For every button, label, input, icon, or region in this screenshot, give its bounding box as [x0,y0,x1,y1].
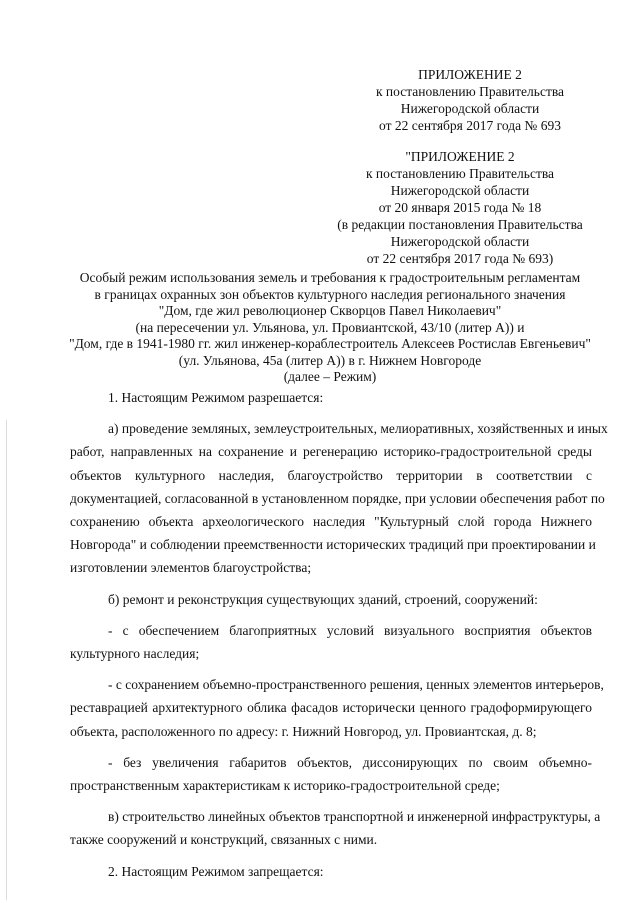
title-line: (далее – Режим) [283,369,377,384]
paragraph-b [70,588,592,611]
text-line: работ, направленных на сохранение и регенерацию историко-градостроительной среды [70,444,592,460]
document-title [60,270,600,386]
title-line: "Дом, где в 1941-1980 гг. жил инженер-кораблестроитель Алексеев Ростислав Евгеньевич" [69,336,591,351]
text-line: документацией, согласованной в установленном порядке, при условии обеспечения работ по [70,490,605,506]
scan-edge-line [6,420,7,900]
text-line: сохранению объекта археологического наследия "Культурный слой города Нижнего [70,514,592,530]
paragraph-b-item-3 [70,751,592,797]
appendix-line: от 20 января 2015 года № 18 [378,200,542,215]
text-line: культурного наследия; [70,646,200,662]
text-line: реставрацией архитектурного облика фасадов исторически ценного градоформирующего [70,700,592,716]
section-heading-allowed [70,386,592,409]
title-line: "Дом, где жил революционер Скворцов Павел Николаевич" [158,303,502,318]
text-line: - без увеличения габаритов объектов, диссонирующих по своим объемно- [108,754,592,770]
text-line: - с сохранением объемно-пространственного решения, ценных элементов интерьеров, [108,677,604,693]
text-line: 2. Настоящим Режимом запрещается: [108,863,324,879]
title-line: (ул. Ульянова, 45а (литер А)) в г. Нижнем Новгороде [178,352,482,368]
appendix-line: ПРИЛОЖЕНИЕ 2 [418,67,522,82]
title-line: (на пересечении ул. Ульянова, ул. Провиантской, 43/10 (литер А)) и [135,319,525,335]
text-line: объекта, расположенного по адресу: г. Нижний Новгород, ул. Провиантская, д. 8; [70,723,537,739]
appendix-line: к постановлению Правительства [365,166,555,181]
appendix-line: "ПРИЛОЖЕНИЕ 2 [405,149,515,164]
text-line: б) ремонт и реконструкция существующих зданий, строений, сооружений: [108,591,538,607]
appendix-line: Нижегородской области [390,234,530,249]
appendix-line: от 22 сентября 2017 года № 693) [366,251,554,266]
paragraph-b-item-2 [70,673,604,743]
section-heading-prohibited [70,860,592,883]
text-line: также сооружений и конструкций, связанных с ними. [70,832,378,848]
paragraph-b-item-1 [70,619,592,665]
appendix-line: Нижегородской области [400,101,540,116]
title-line: Особый режим использования земель и требования к градостроительным регламентам [79,270,581,285]
text-line: изготовлении элементов благоустройства; [70,560,312,576]
text-line: объектов культурного наследия, благоустройство территории в соответствии с [70,467,592,483]
appendix-line: от 22 сентября 2017 года № 693 [379,118,561,133]
text-line: 1. Настоящим Режимом разрешается: [108,390,324,405]
appendix-previous-block [330,148,590,267]
appendix-line: Нижегородской области [390,183,530,198]
paragraph-a [70,417,608,579]
text-line: в) строительство линейных объектов транспортной и инженерной инфраструктуры, а [108,809,601,825]
appendix-line: (в редакции постановления Правительства [337,217,583,232]
appendix-current-block [360,66,580,134]
text-line: а) проведение земляных, землеустроительных, мелиоративных, хозяйственных и иных [108,421,608,437]
appendix-line: к постановлению Правительства [375,84,565,99]
text-line: пространственным характеристикам к историко-градостроительной среде; [70,778,500,794]
document-body [70,386,608,883]
title-line: в границах охранных зон объектов культурного наследия регионального значения [94,286,566,302]
text-line: - с обеспечением благоприятных условий визуального восприятия объектов [108,622,592,638]
paragraph-v [70,805,601,851]
text-line: Новгорода" и соблюдении преемственности исторических традиций при проектировании и [70,537,596,553]
